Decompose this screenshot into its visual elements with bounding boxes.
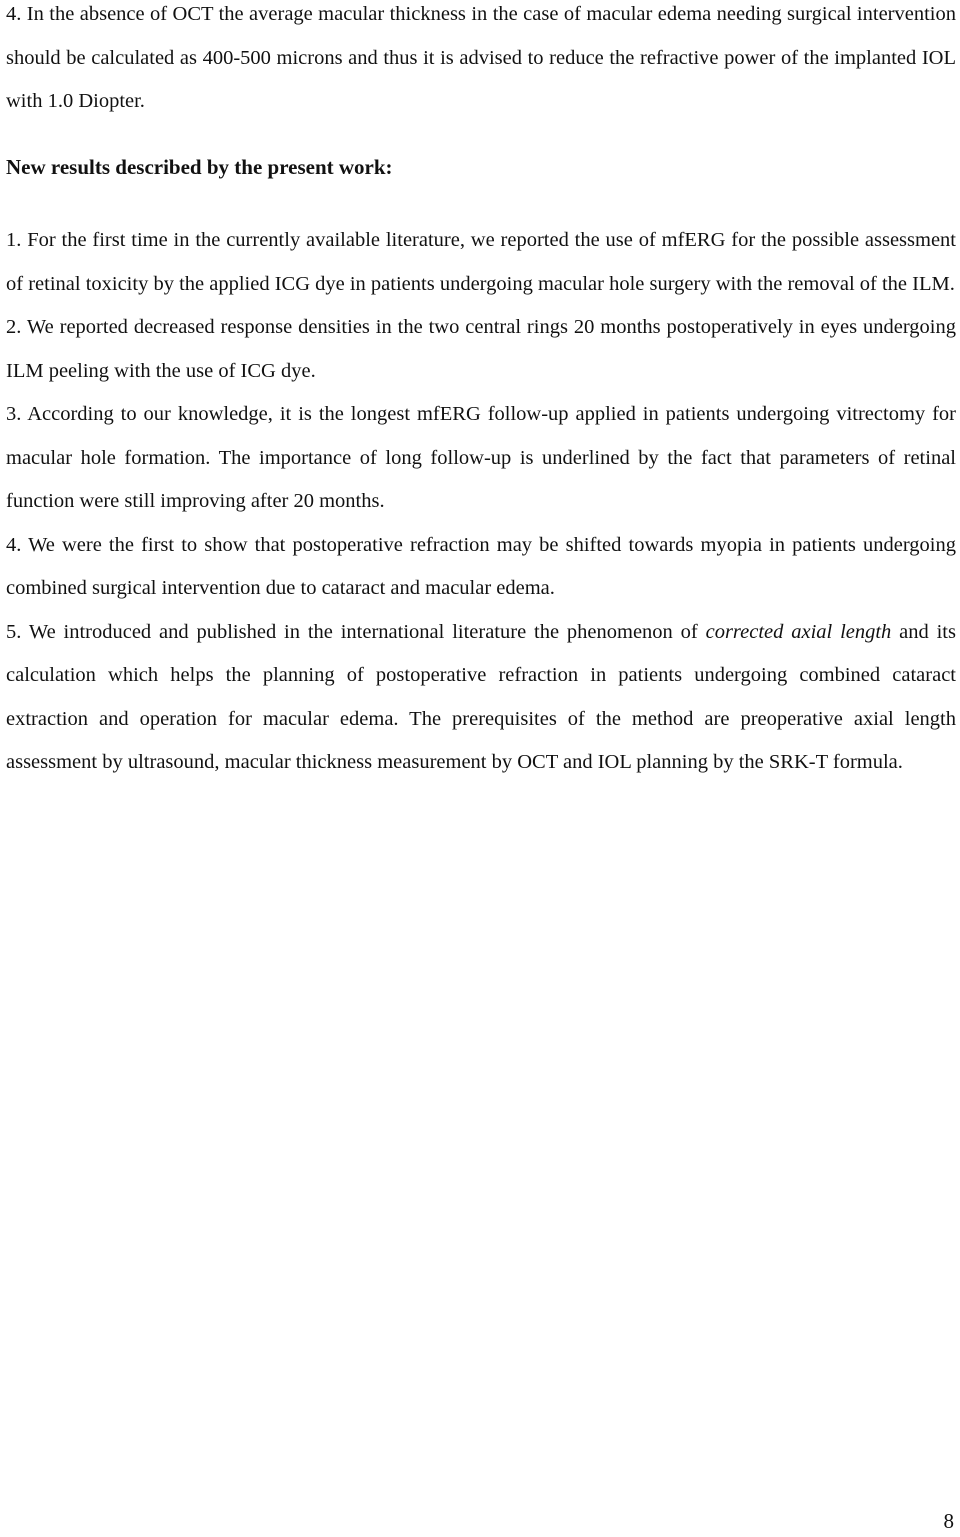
result-item-5-emphasis: corrected axial length [705,620,892,643]
section-heading: New results described by the present work: [6,154,393,179]
page-content [6,0,956,785]
conclusion-item-4: 4. In the absence of OCT the average macular thickness in the case of macular edema needing surgical intervention should be calculated as 400-500 microns and thus it is advised to reduce the refractive power of the implanted IOL with 1.0 Diopter. [6,3,956,112]
result-item-1: 1. For the first time in the currently available literature, we reported the use of mfERG for the possible assessment of retinal toxicity by the applied ICG dye in patients undergoing macular hole surgery with the removal of the ILM. [6,229,956,295]
result-item-2: 2. We reported decreased response densities in the two central rings 20 months postoperatively in eyes undergoing ILM peeling with the use of ICG dye. [6,316,956,382]
result-item-5-intro: 5. We introduced and published in the international literature the phenomenon of [6,620,706,643]
result-item-3: 3. According to our knowledge, it is the longest mfERG follow-up applied in patients undergoing vitrectomy for macular hole formation. The importance of long follow-up is underlined by the fact that parameters of retinal function were still improving after 20 months. [6,403,956,512]
page-number: 8 [943,1509,954,1533]
result-item-5-rest: and its calculation which helps the planning of postoperative refraction in patients undergoing combined cataract extraction and operation for macular edema. The prerequisites of the method are preoperative axial length assessment by ultrasound, macular thickness measurement by OCT and IOL planning by the SRK-T formula. [6,620,956,773]
result-item-5 [6,611,956,785]
result-item-4: 4. We were the first to show that postoperative refraction may be shifted towards myopia in patients undergoing combined surgical intervention due to cataract and macular edema. [6,533,956,599]
